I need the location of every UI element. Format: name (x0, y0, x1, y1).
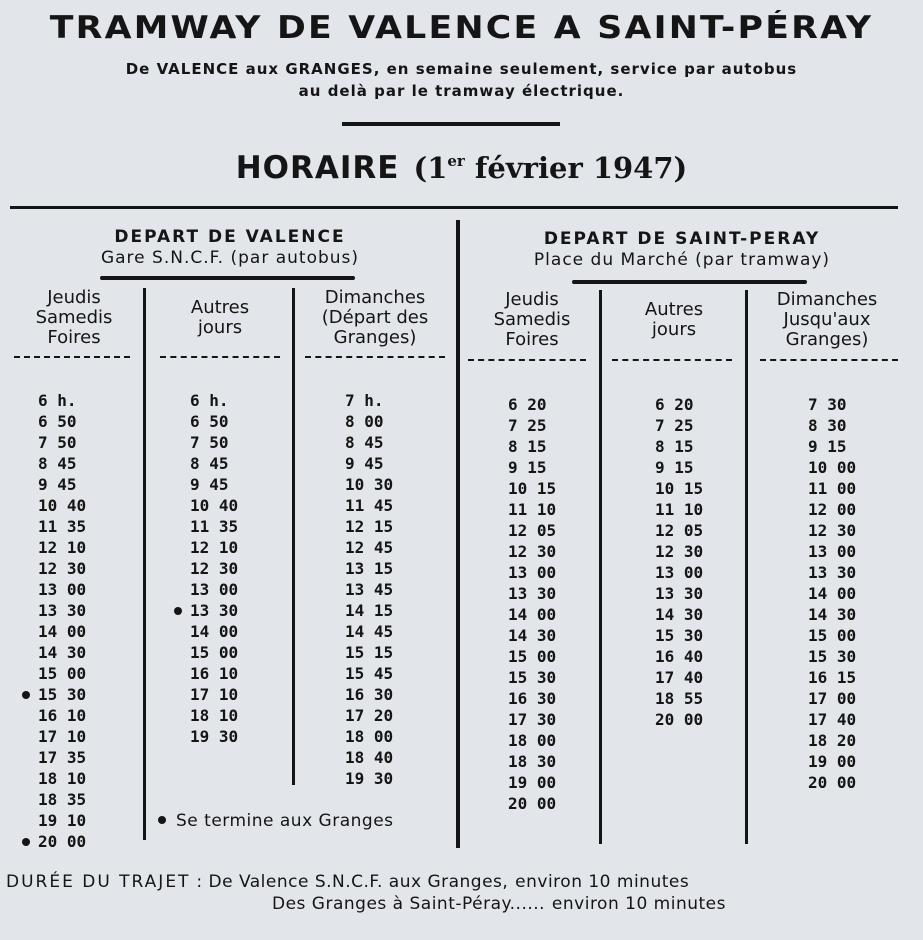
departure-time-text: 12 45 (345, 538, 394, 557)
departure-time-text: 19 10 (38, 811, 87, 830)
departure-time (508, 730, 578, 751)
departure-time (38, 579, 108, 600)
departure-time-text: 14 45 (345, 622, 394, 641)
horaire-date-open: (1 (413, 151, 448, 185)
departure-time (808, 520, 878, 541)
departure-time-text: 18 00 (345, 727, 394, 746)
departure-time (345, 705, 415, 726)
departure-time-text: 16 10 (38, 706, 87, 725)
departure-time-text: 16 40 (655, 647, 704, 666)
departure-time-text: 12 05 (655, 521, 704, 540)
departure-time-text: 19 30 (345, 769, 394, 788)
departure-time-text: 13 30 (190, 601, 239, 620)
departure-time-text: 14 00 (508, 605, 557, 624)
departure-time (38, 432, 108, 453)
column-separator (599, 290, 602, 844)
departure-time (38, 390, 108, 411)
departure-time (508, 793, 578, 814)
duration-route-1: : De Valence S.N.C.F. aux Granges, (196, 872, 509, 892)
departure-time (38, 684, 108, 705)
departure-time (508, 772, 578, 793)
departure-time (808, 541, 878, 562)
departure-time-text: 13 15 (345, 559, 394, 578)
departure-time-text: 17 35 (38, 748, 87, 767)
departure-time (808, 457, 878, 478)
departure-time (508, 415, 578, 436)
departure-time (190, 453, 260, 474)
departure-time-text: 10 40 (190, 496, 239, 515)
departure-time-text: 12 15 (345, 517, 394, 536)
departure-time (190, 558, 260, 579)
departure-time (38, 768, 108, 789)
departure-time-text: 11 00 (808, 479, 857, 498)
departure-time (190, 663, 260, 684)
departure-time-text: 7 h. (345, 391, 384, 410)
departure-time (345, 558, 415, 579)
departure-time (808, 772, 878, 793)
departure-time (190, 705, 260, 726)
departure-time (190, 726, 260, 747)
departure-time-text: 6 20 (655, 395, 694, 414)
departure-time (190, 516, 260, 537)
departure-time-text: 12 30 (190, 559, 239, 578)
departure-time-text: 8 45 (38, 454, 77, 473)
departure-time-text: 17 40 (655, 668, 704, 687)
departure-time-text: 7 25 (655, 416, 694, 435)
departure-time (190, 390, 260, 411)
duration-line-1 (6, 872, 689, 892)
departure-time (808, 394, 878, 415)
departure-time (655, 394, 725, 415)
departure-time (508, 751, 578, 772)
departure-time-text: 15 00 (38, 664, 87, 683)
title-divider (342, 122, 560, 126)
departure-time (808, 436, 878, 457)
departure-time (808, 730, 878, 751)
departure-time (345, 453, 415, 474)
departure-time (38, 663, 108, 684)
departure-time-text: 17 40 (808, 710, 857, 729)
departure-time-text: 14 30 (808, 605, 857, 624)
column-header-underline (760, 359, 898, 361)
departure-time-text: 18 10 (190, 706, 239, 725)
horaire-date-sup: er (447, 152, 465, 170)
departure-time (808, 583, 878, 604)
duration-label: DURÉE DU TRAJET (6, 872, 191, 892)
table-top-rule (10, 206, 898, 209)
departure-time-text: 19 30 (190, 727, 239, 746)
departure-time (190, 432, 260, 453)
departure-time (655, 583, 725, 604)
departure-time (508, 541, 578, 562)
departure-time-text: 12 30 (808, 521, 857, 540)
horaire-date-rest: février 1947) (464, 151, 688, 185)
departure-time-text: 14 00 (808, 584, 857, 603)
departure-time (508, 625, 578, 646)
departure-time-text: 19 00 (808, 752, 857, 771)
departure-time-text: 16 10 (190, 664, 239, 683)
departure-time-text: 18 00 (508, 731, 557, 750)
departure-time-text: 13 00 (508, 563, 557, 582)
departure-time (508, 394, 578, 415)
departure-time-text: 17 10 (190, 685, 239, 704)
departure-time-text: 14 00 (38, 622, 87, 641)
departure-time (38, 810, 108, 831)
departure-time-text: 15 00 (508, 647, 557, 666)
departure-time (345, 600, 415, 621)
footnote-text: Se termine aux Granges (176, 811, 394, 831)
subtitle-line-1: De VALENCE aux GRANGES, en semaine seulement, service par autobus (125, 60, 798, 78)
departure-time (655, 646, 725, 667)
departure-time-text: 14 30 (508, 626, 557, 645)
subtitle-line-2: au delà par le tramway électrique. (298, 82, 625, 100)
departure-time-text: 7 25 (508, 416, 547, 435)
departure-time (508, 667, 578, 688)
departure-time-text: 12 30 (508, 542, 557, 561)
departure-time (655, 415, 725, 436)
departure-time (508, 709, 578, 730)
duration-route-2: Des Granges à Saint-Péray...... (272, 894, 546, 914)
departure-time (38, 621, 108, 642)
departure-time (655, 709, 725, 730)
section-separator (456, 220, 460, 848)
departure-time (345, 663, 415, 684)
departure-time (190, 642, 260, 663)
time-list-saint-peray-autres (655, 394, 725, 730)
departure-time (655, 457, 725, 478)
departure-time-text: 13 00 (190, 580, 239, 599)
time-list-valence-jeudis (38, 390, 108, 852)
departure-time (190, 495, 260, 516)
departure-time-text: 18 20 (808, 731, 857, 750)
departure-time-text: 12 30 (38, 559, 87, 578)
departure-time-text: 15 30 (655, 626, 704, 645)
section-subheading-valence: Gare S.N.C.F. (par autobus) (100, 248, 360, 268)
departure-time (508, 688, 578, 709)
column-header-valence-autres: Autres jours (190, 297, 250, 338)
departure-time (345, 390, 415, 411)
departure-time (808, 646, 878, 667)
departure-time (38, 411, 108, 432)
departure-time-text: 20 00 (808, 773, 857, 792)
departure-time (345, 768, 415, 789)
departure-time (508, 499, 578, 520)
departure-time-text: 17 30 (508, 710, 557, 729)
departure-time-text: 13 30 (38, 601, 87, 620)
departure-time-text: 9 45 (345, 454, 384, 473)
departure-time (38, 705, 108, 726)
terminates-at-granges-marker (22, 838, 30, 846)
departure-time (38, 747, 108, 768)
departure-time-text: 14 30 (655, 605, 704, 624)
departure-time-text: 13 45 (345, 580, 394, 599)
departure-time (345, 747, 415, 768)
departure-time (345, 537, 415, 558)
departure-time (655, 499, 725, 520)
departure-time (808, 499, 878, 520)
departure-time-text: 10 15 (508, 479, 557, 498)
column-header-underline (305, 356, 445, 358)
departure-time (508, 562, 578, 583)
departure-time (345, 621, 415, 642)
departure-time-text: 15 30 (38, 685, 87, 704)
departure-time (655, 541, 725, 562)
departure-time (808, 709, 878, 730)
departure-time-text: 10 40 (38, 496, 87, 515)
departure-time (655, 667, 725, 688)
departure-time-text: 10 30 (345, 475, 394, 494)
departure-time (508, 457, 578, 478)
departure-time-text: 19 00 (508, 773, 557, 792)
departure-time-text: 6 50 (190, 412, 229, 431)
departure-time (655, 625, 725, 646)
departure-time (655, 520, 725, 541)
departure-time (345, 726, 415, 747)
departure-time-text: 8 45 (190, 454, 229, 473)
departure-time-text: 9 15 (808, 437, 847, 456)
departure-time (38, 789, 108, 810)
duration-line-2 (272, 894, 726, 914)
departure-time-text: 20 00 (508, 794, 557, 813)
departure-time-text: 8 00 (345, 412, 384, 431)
departure-time (190, 579, 260, 600)
departure-time-text: 15 45 (345, 664, 394, 683)
departure-time-text: 14 30 (38, 643, 87, 662)
departure-time (345, 411, 415, 432)
departure-time (508, 583, 578, 604)
duration-value-1: environ 10 minutes (515, 872, 690, 892)
section-subheading-saint-peray: Place du Marché (par tramway) (533, 250, 831, 270)
departure-time-text: 7 50 (190, 433, 229, 452)
departure-time-text: 17 10 (38, 727, 87, 746)
departure-time-text: 20 00 (38, 832, 87, 851)
departure-time-text: 12 10 (38, 538, 87, 557)
departure-time (38, 537, 108, 558)
departure-time-text: 15 30 (508, 668, 557, 687)
brace-saint-peray (572, 280, 807, 284)
departure-time (508, 646, 578, 667)
departure-time (190, 621, 260, 642)
departure-time-text: 11 10 (508, 500, 557, 519)
departure-time-text: 15 00 (190, 643, 239, 662)
horaire-label: HORAIRE (235, 150, 400, 186)
departure-time (508, 478, 578, 499)
departure-time-text: 16 15 (808, 668, 857, 687)
departure-time-text: 9 45 (190, 475, 229, 494)
departure-time (345, 474, 415, 495)
terminates-at-granges-marker (22, 691, 30, 699)
departure-time (808, 478, 878, 499)
time-list-saint-peray-jeudis (508, 394, 578, 814)
terminates-at-granges-marker (174, 607, 182, 615)
departure-time (190, 411, 260, 432)
departure-time-text: 18 10 (38, 769, 87, 788)
column-header-underline (160, 356, 280, 358)
departure-time-text: 16 30 (508, 689, 557, 708)
departure-time-text: 9 15 (655, 458, 694, 477)
page-title: TRAMWAY DE VALENCE A SAINT-PÉRAY (49, 10, 874, 46)
departure-time-text: 6 h. (190, 391, 229, 410)
departure-time-text: 13 00 (655, 563, 704, 582)
departure-time-text: 20 00 (655, 710, 704, 729)
departure-time-text: 16 30 (345, 685, 394, 704)
departure-time-text: 11 10 (655, 500, 704, 519)
departure-time-text: 18 30 (508, 752, 557, 771)
departure-time (508, 520, 578, 541)
footnote-granges (158, 811, 394, 831)
departure-time (38, 558, 108, 579)
departure-time-text: 8 30 (808, 416, 847, 435)
departure-time-text: 13 00 (808, 542, 857, 561)
time-list-valence-dimanches (345, 390, 415, 789)
departure-time-text: 7 50 (38, 433, 77, 452)
departure-time-text: 14 15 (345, 601, 394, 620)
departure-time-text: 11 45 (345, 496, 394, 515)
departure-time-text: 10 15 (655, 479, 704, 498)
departure-time (345, 642, 415, 663)
departure-time (190, 474, 260, 495)
departure-time-text: 6 50 (38, 412, 77, 431)
departure-time-text: 17 00 (808, 689, 857, 708)
footnote-marker (158, 816, 166, 824)
departure-time-text: 8 15 (655, 437, 694, 456)
departure-time-text: 12 05 (508, 521, 557, 540)
column-header-saint-peray-dimanches: Dimanches Jusqu'aux Granges) (776, 289, 878, 350)
time-list-saint-peray-dimanches (808, 394, 878, 793)
departure-time (345, 432, 415, 453)
time-list-valence-autres (190, 390, 260, 747)
departure-time (190, 684, 260, 705)
departure-time-text: 13 30 (808, 563, 857, 582)
departure-time-text: 13 30 (655, 584, 704, 603)
departure-time-text: 15 00 (808, 626, 857, 645)
departure-time (508, 604, 578, 625)
departure-time-text: 17 20 (345, 706, 394, 725)
horaire-date (413, 151, 687, 185)
departure-time-text: 12 30 (655, 542, 704, 561)
departure-time (345, 579, 415, 600)
departure-time (38, 453, 108, 474)
departure-time-text: 10 00 (808, 458, 857, 477)
column-header-saint-peray-jeudis: Jeudis Samedis Foires (493, 289, 571, 350)
departure-time (655, 478, 725, 499)
departure-time-text: 8 45 (345, 433, 384, 452)
column-header-underline (612, 359, 732, 361)
departure-time (808, 562, 878, 583)
horaire-heading (0, 150, 923, 186)
departure-time (38, 642, 108, 663)
departure-time-text: 13 00 (38, 580, 87, 599)
column-header-underline (14, 356, 130, 358)
departure-time (808, 688, 878, 709)
departure-time-text: 18 40 (345, 748, 394, 767)
departure-time (808, 415, 878, 436)
section-heading-valence: DEPART DE VALENCE (114, 227, 346, 247)
departure-time-text: 7 30 (808, 395, 847, 414)
departure-time (38, 495, 108, 516)
column-header-valence-jeudis: Jeudis Samedis Foires (35, 287, 113, 348)
departure-time (345, 516, 415, 537)
departure-time (38, 831, 108, 852)
departure-time (38, 474, 108, 495)
departure-time (508, 436, 578, 457)
column-header-valence-dimanches: Dimanches (Départ des Granges) (321, 287, 429, 348)
column-separator (143, 288, 146, 840)
departure-time-text: 18 35 (38, 790, 87, 809)
departure-time-text: 14 00 (190, 622, 239, 641)
departure-time-text: 11 35 (190, 517, 239, 536)
departure-time (655, 604, 725, 625)
departure-time (345, 495, 415, 516)
departure-time (808, 625, 878, 646)
departure-time-text: 12 00 (808, 500, 857, 519)
column-header-underline (468, 359, 586, 361)
departure-time-text: 15 30 (808, 647, 857, 666)
departure-time-text: 15 15 (345, 643, 394, 662)
departure-time (38, 516, 108, 537)
departure-time (345, 684, 415, 705)
departure-time (808, 604, 878, 625)
departure-time-text: 9 45 (38, 475, 77, 494)
departure-time (190, 537, 260, 558)
departure-time-text: 6 h. (38, 391, 77, 410)
departure-time-text: 6 20 (508, 395, 547, 414)
departure-time-text: 18 55 (655, 689, 704, 708)
departure-time-text: 12 10 (190, 538, 239, 557)
departure-time (38, 726, 108, 747)
departure-time (655, 436, 725, 457)
departure-time-text: 8 15 (508, 437, 547, 456)
column-separator (292, 288, 295, 785)
brace-valence (100, 276, 355, 280)
departure-time (190, 600, 260, 621)
departure-time-text: 9 15 (508, 458, 547, 477)
departure-time (38, 600, 108, 621)
column-separator (745, 290, 748, 844)
departure-time (655, 688, 725, 709)
column-header-saint-peray-autres: Autres jours (644, 299, 704, 340)
departure-time-text: 11 35 (38, 517, 87, 536)
departure-time (808, 751, 878, 772)
departure-time (655, 562, 725, 583)
departure-time-text: 13 30 (508, 584, 557, 603)
section-heading-saint-peray: DEPART DE SAINT-PERAY (543, 229, 821, 249)
duration-value-2: environ 10 minutes (551, 894, 726, 914)
departure-time (808, 667, 878, 688)
